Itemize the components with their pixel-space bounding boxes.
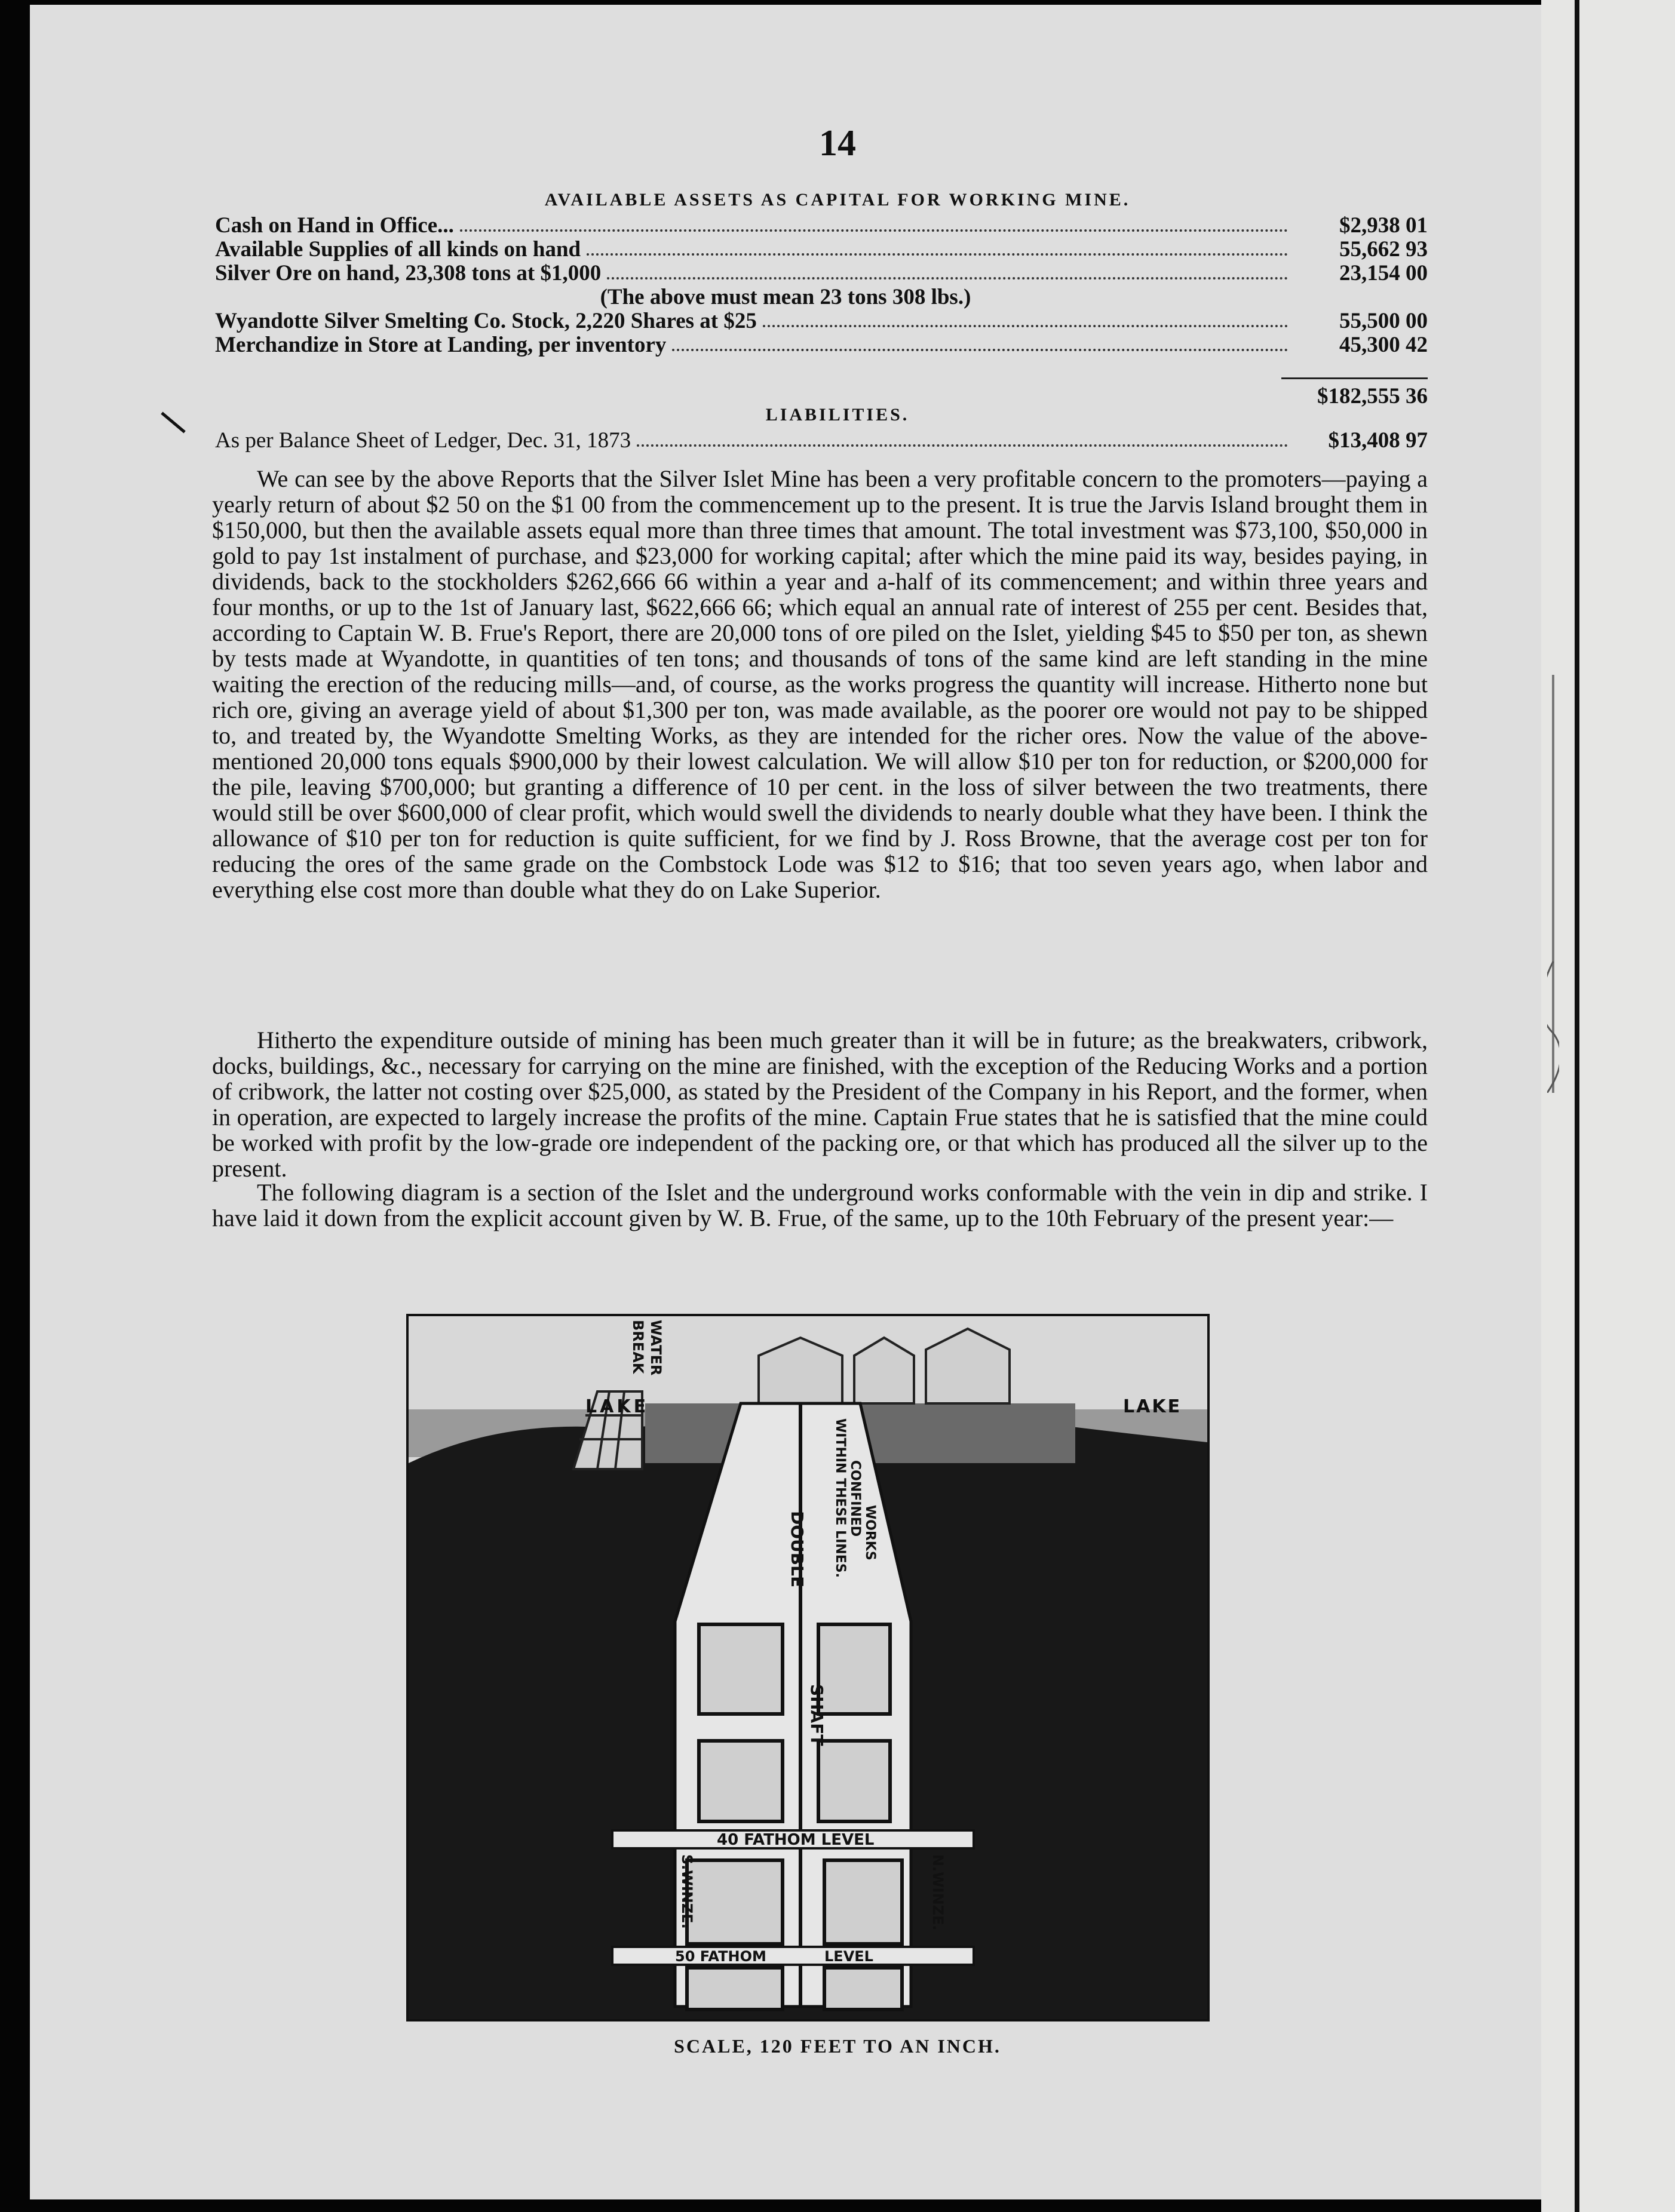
- diagram-caption: SCALE, 120 FEET TO AN INCH.: [674, 2035, 1001, 2057]
- paragraph-text: We can see by the above Reports that the Silver Islet Mine has been a very profitable concern to the promoters—paying a yearly return of about $2 50 on the $1 00 from the commencement up to the present. It is true the Jarvis Island brought them in $150,000, but then the available assets equal more than three times that amount. The total investment was $73,100, $50,000 in gold to pay 1st instalment of purchase, and $23,000 for working capital; after which the mine paid its way, besides paying, in dividends, back to the stockholders $262,666 66 within a year and a-half of its commencement; and within three years and four months, or up to the 1st of January last, $622,666 66; which equal an annual rate of interest of 255 per cent. Besides that, according to Captain W. B. Frue's Report, there are 20,000 tons of ore piled on the Islet, yielding $45 to $50 per ton, as shewn by tests made at Wyandotte, in quantities of ten tons; and thousands of tons of the same kind are left standing in the mine waiting the erection of the reducing mills—and, of course, as the works progress the quantity will increase. Hitherto none but rich ore, giving an average yield of about $1,300 per ton, was made available, as the poorer ore would not pay to be shipped to, and treated by, the Wyandotte Smelting Works, as they are intended for the richer ores. Now the value of the above-mentioned 20,000 tons equals $900,000 by their lowest calculation. We will allow $10 per ton for reduction, or $200,000 for the pile, leaving $700,000; but granting a difference of 10 per cent. in the loss of silver between the two treatments, there would still be over $600,000 of clear profit, which would swell the dividends to nearly double what they have been. I think the allowance of $10 per ton for reduction is quite sufficient, for we find by J. Ross Browne, that the average cost per ton for reducing the ores of the same grade on the Combstock Lode was $12 to $16; that too seven years ago, when labor and everything else cost more than double what they do on Lake Superior.: [212, 465, 1428, 903]
- lake-right-label: LAKE: [1123, 1396, 1182, 1417]
- leader-dots: [460, 229, 1288, 232]
- paragraph-1: [212, 466, 1428, 902]
- total-rule: [1281, 377, 1428, 379]
- asset-label: Wyandotte Silver Smelting Co. Stock, 2,220 Shares at $25: [215, 309, 757, 333]
- s-winze-label: S.WINZE.: [679, 1854, 695, 1929]
- works-label-1: WORKS: [863, 1505, 878, 1560]
- lake-left-label: LAKE: [585, 1396, 649, 1417]
- page-edge-line: [1575, 0, 1579, 2212]
- works-label-3: WITHIN THESE LINES.: [833, 1418, 848, 1578]
- asset-row-stock: [215, 309, 1428, 333]
- asset-label: Silver Ore on hand, 23,308 tons at $1,000: [215, 261, 602, 285]
- level-50-label-b: LEVEL: [824, 1948, 873, 1965]
- leader-dots: [587, 253, 1288, 256]
- leader-dots: [672, 349, 1288, 351]
- leader-dots: [607, 277, 1288, 279]
- mine-section-diagram: [406, 1314, 1210, 2021]
- asset-note: [215, 285, 1428, 309]
- paragraph-text: Hitherto the expenditure outside of mining has been much greater than it will be in future; as the breakwaters, cribwork, docks, buildings, &c., necessary for carrying on the mine are finished, with the exception of the Reducing Works and a portion of cribwork, the latter not costing over $25,000, as stated by the President of the Company in his Report, and the former, when in operation, are expected to largely increase the profits of the mine. Captain Frue states that he is satisfied that the mine could be worked with profit by the low-grade ore independent of the packing ore, or that which has produced all the silver up to the present.: [212, 1027, 1428, 1182]
- liabilities-amount: $13,408 97: [1328, 428, 1428, 453]
- asset-amount: 55,662 93: [1339, 237, 1428, 262]
- assets-heading: AVAILABLE ASSETS AS CAPITAL FOR WORKING MINE.: [544, 190, 1131, 210]
- paragraph-2: [212, 1027, 1428, 1181]
- paragraph-text: The following diagram is a section of the Islet and the underground works conformable with the vein in dip and strike. I have laid it down from the explicit account given by W. B. Frue, of the same, up to the 10th February of the present year:—: [212, 1179, 1428, 1231]
- asset-row-cash: [215, 214, 1428, 238]
- level-50-label: 50 FATHOM: [675, 1948, 766, 1965]
- paragraph-3: [212, 1179, 1428, 1231]
- leader-dots: [763, 325, 1288, 327]
- asset-amount: 23,154 00: [1339, 261, 1428, 285]
- asset-row-supplies: [215, 238, 1428, 262]
- asset-label: Available Supplies of all kinds on hand: [215, 237, 581, 262]
- asset-row-silver-ore: [215, 262, 1428, 285]
- level-40-label: 40 FATHOM LEVEL: [717, 1831, 875, 1849]
- n-winze-label: N.WINZE.: [929, 1854, 946, 1931]
- liabilities-heading: LIABILITIES.: [765, 405, 910, 425]
- liabilities-row: [215, 429, 1428, 453]
- assets-total: $182,555 36: [1317, 384, 1428, 408]
- shaft-label: SHAFT: [807, 1684, 827, 1746]
- assets-ledger: [215, 214, 1428, 357]
- liabilities-label: As per Balance Sheet of Ledger, Dec. 31, 1873: [215, 428, 631, 453]
- asset-label: Merchandize in Store at Landing, per inventory: [215, 333, 667, 357]
- leader-dots: [637, 444, 1288, 447]
- asset-amount: 45,300 42: [1339, 333, 1428, 357]
- adjacent-page-edge: [1541, 0, 1675, 2212]
- breakwater-label-2: WATER: [648, 1320, 664, 1376]
- level-50-drift: [612, 1947, 974, 1965]
- page-number: 14: [819, 123, 856, 164]
- asset-amount: $2,938 01: [1339, 213, 1428, 238]
- asset-amount: 55,500 00: [1339, 309, 1428, 333]
- double-label: DOUBLE: [787, 1511, 807, 1588]
- binding-string: [1547, 675, 1559, 1093]
- asset-label: Cash on Hand in Office...: [215, 213, 454, 238]
- mine-buildings: [759, 1329, 1010, 1403]
- asset-row-merchandize: [215, 333, 1428, 357]
- works-label-2: CONFINED: [848, 1460, 863, 1537]
- asset-note-text: (The above must mean 23 tons 308 lbs.): [600, 285, 971, 309]
- breakwater-label-1: BREAK: [630, 1320, 646, 1374]
